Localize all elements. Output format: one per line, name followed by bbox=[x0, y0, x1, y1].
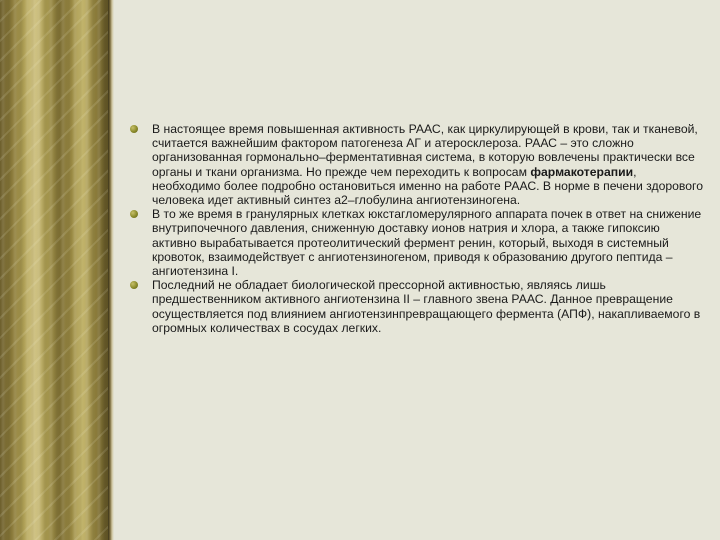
bullet-1-text-start: В настоящее время повышенная активность РААС, как циркулирующей в крови, так и тканевой, считается важнейшим фактором патогенеза АГ и атеросклероза. РААС – это сложно организованная гормонально–ферментативная система, в которую вовлечены практически все органы и ткани организма. Но прежде чем переходить к вопросам bbox=[152, 122, 698, 179]
bullet-2-text: В то же время в гранулярных клетках юкстагломерулярного аппарата почек в ответ на снижение внутрипочечного давления, сниженную доставку ионов натрия и хлора, а также гипоксию активно вырабатывается протеолитический фермент ренин, который, выходя в системный кровоток, взаимодействует с ангиотензиногеном, приводя к образованию другого пептида – ангиотензина I. bbox=[152, 207, 702, 279]
decorative-gold-band bbox=[0, 0, 108, 540]
bullet-1-text-end: , необходимо более подробно остановиться именно на работе РААС. В норме в печени здорового человека идет активный синтез а2–глобулина ангиотензиногена. bbox=[152, 164, 703, 208]
slide-body bbox=[128, 122, 704, 335]
bullet-dot-icon bbox=[130, 210, 138, 218]
bullet-dot-icon bbox=[130, 281, 138, 289]
bullet-item-3 bbox=[128, 278, 704, 335]
bullet-item-2 bbox=[128, 207, 704, 278]
bullet-item-1 bbox=[128, 122, 704, 207]
band-edge-divider bbox=[108, 0, 114, 540]
bullet-list bbox=[128, 122, 704, 335]
bullet-1-bold-term: фармакотерапии bbox=[530, 164, 634, 179]
bullet-dot-icon bbox=[130, 125, 138, 133]
bullet-3-text: Последний не обладает биологической прессорной активностью, являясь лишь предшественником активного ангиотензина II – главного звена РААС. Данное превращение осуществляется под влиянием ангиотензинпревращающего фермента (АПФ), накапливаемого в огромных количествах в сосудах легких. bbox=[152, 278, 701, 335]
